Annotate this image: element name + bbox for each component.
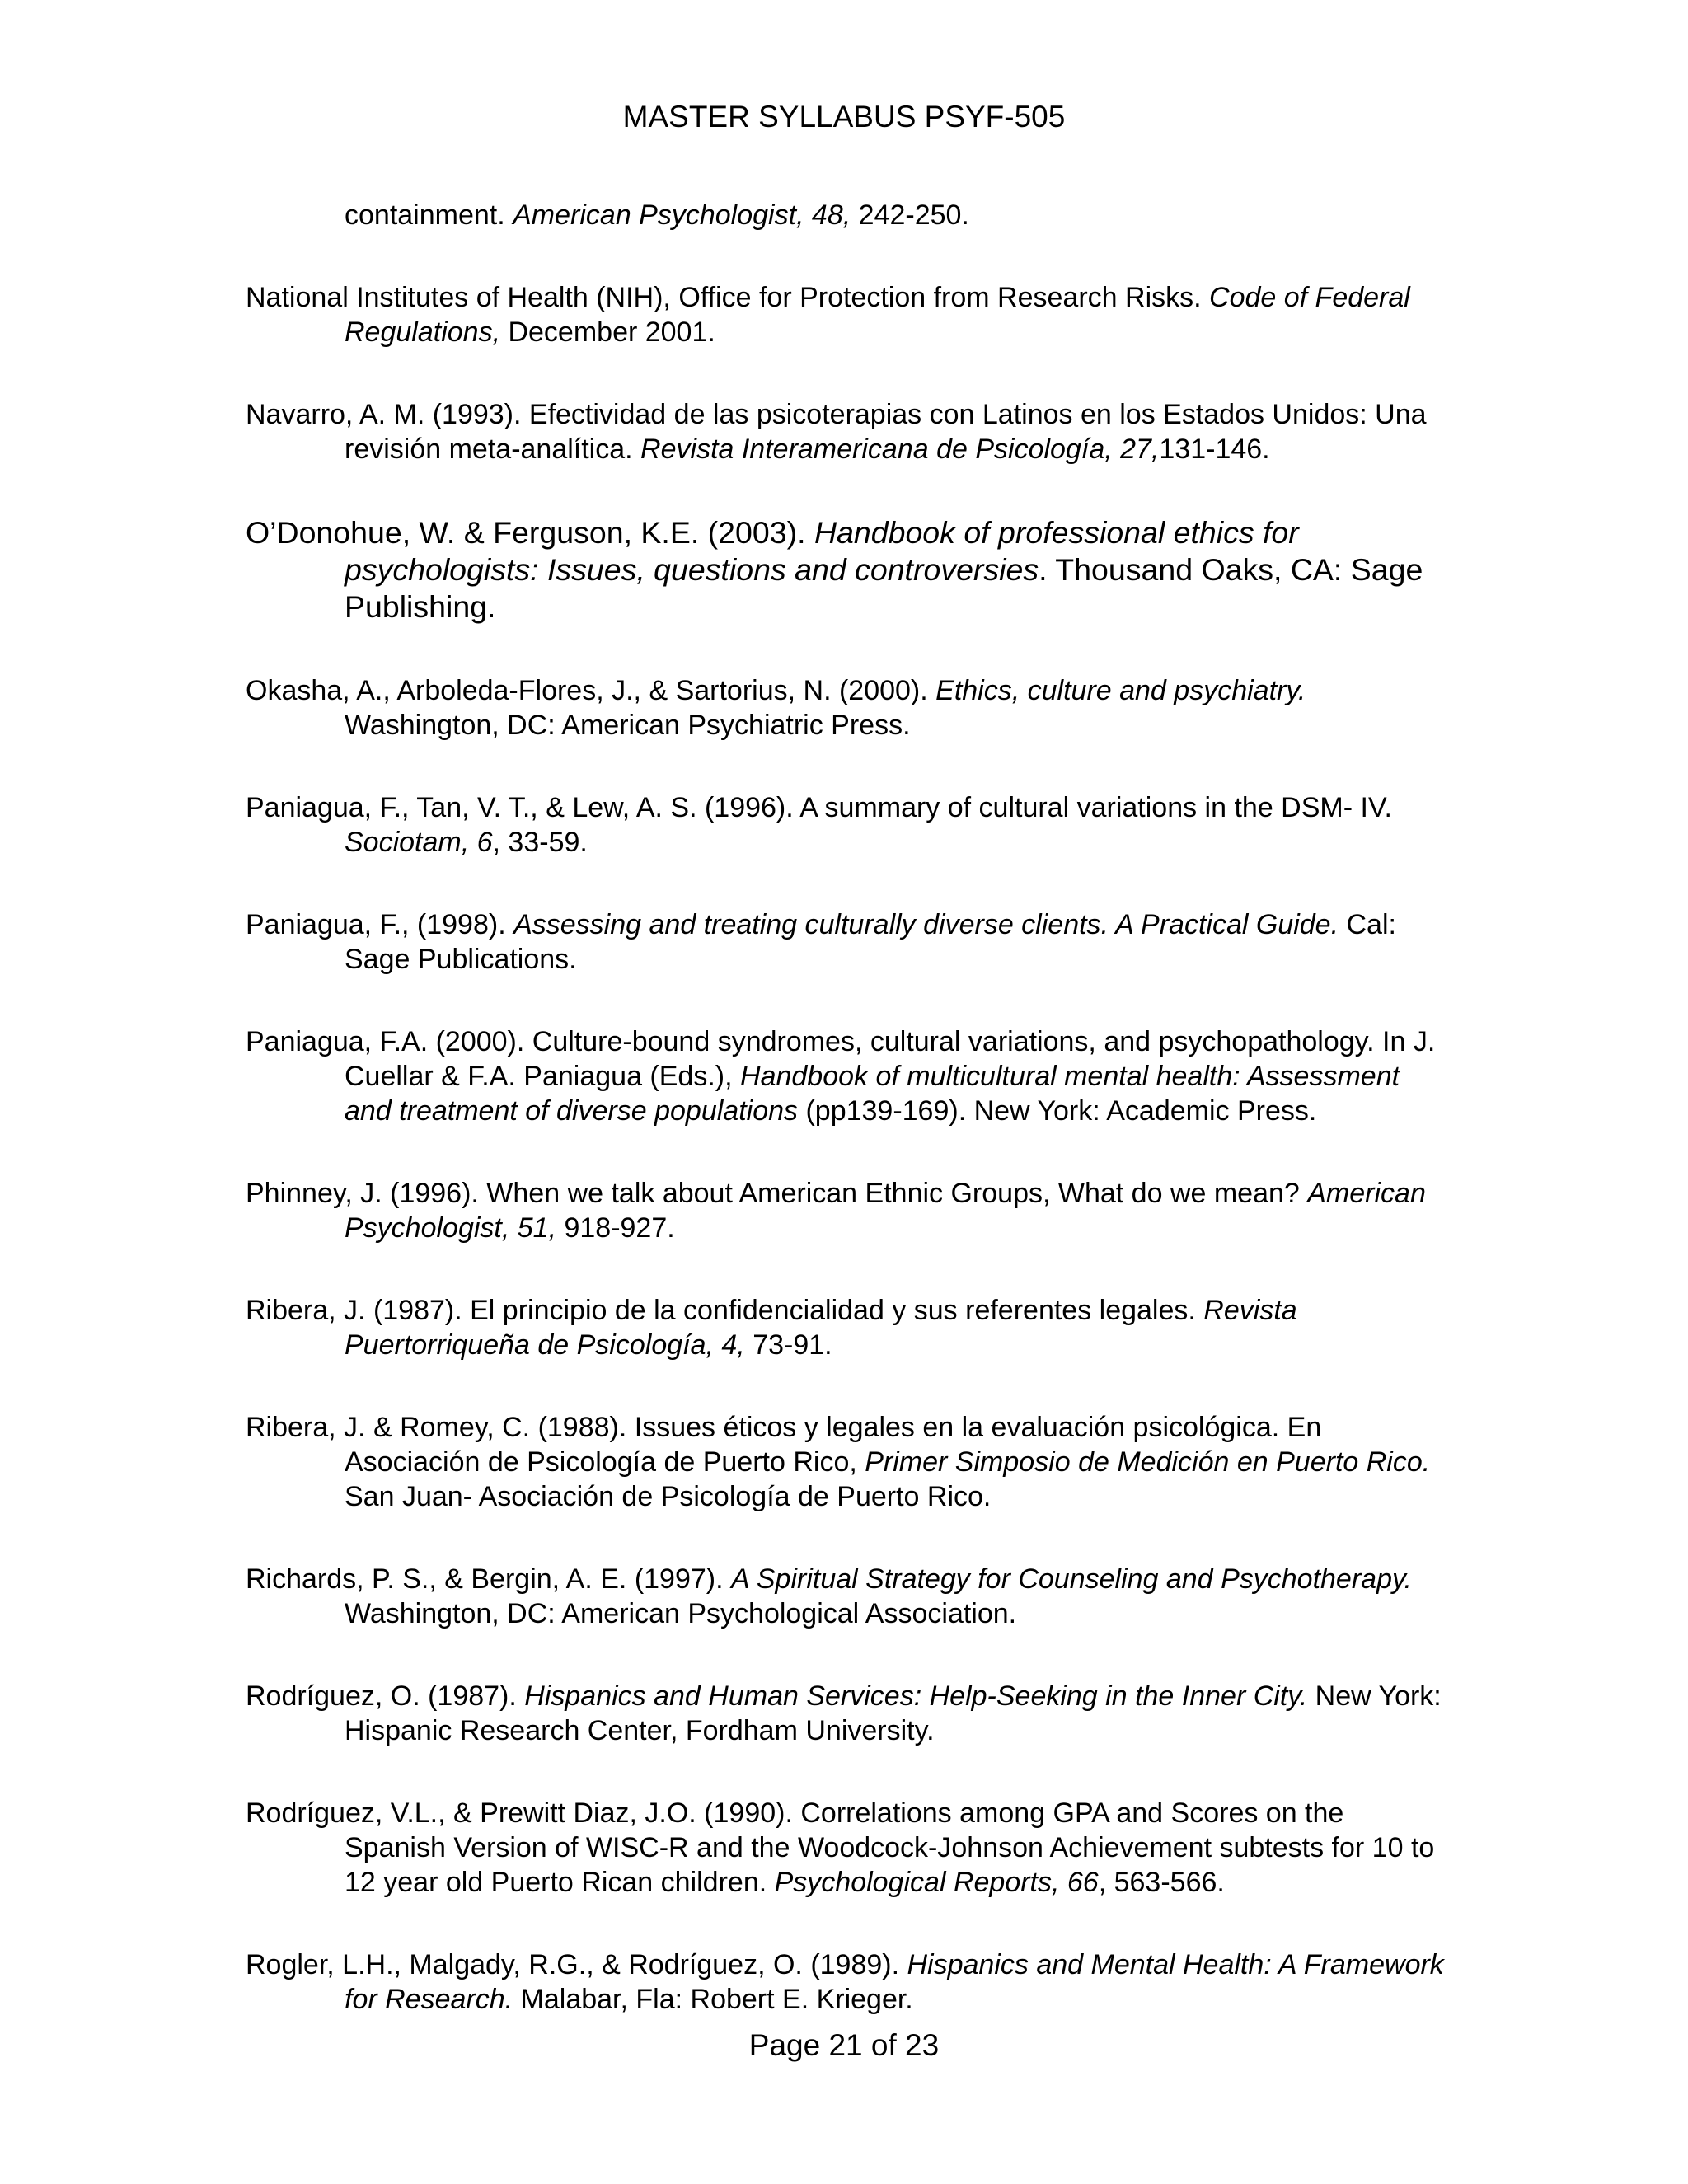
reference-entry (246, 1796, 1449, 1900)
reference-entry (246, 907, 1449, 977)
reference-text: Washington, DC: American Psychiatric Press. (345, 710, 911, 741)
reference-text: Paniagua, F., (1998). (246, 909, 514, 940)
reference-text: Okasha, A., Arboleda-Flores, J., & Sartorius, N. (2000). (246, 675, 936, 706)
reference-text: Rogler, L.H., Malgady, R.G., & Rodríguez, O. (1989). (246, 1949, 907, 1980)
reference-text: containment. (345, 199, 513, 231)
reference-text: Cal: Sage Publications. (345, 909, 1396, 975)
reference-entry (246, 673, 1449, 743)
reference-text: Washington, DC: American Psychological Association. (345, 1598, 1017, 1629)
reference-text: , 563-566. (1098, 1867, 1225, 1898)
reference-source-title: Ethics, culture and psychiatry. (935, 675, 1306, 706)
reference-text: 73-91. (744, 1329, 832, 1361)
reference-text: 131-146. (1159, 434, 1270, 465)
reference-text: , 33-59. (492, 827, 588, 858)
reference-source-title: Hispanics and Mental Health: A Framework for Research. (345, 1949, 1444, 2015)
reference-source-title: Revista Interamericana de Psicología, 27, (640, 434, 1160, 465)
reference-source-title: Revista Puertorriqueña de Psicología, 4, (345, 1295, 1297, 1361)
reference-entry (246, 1947, 1449, 2017)
reference-source-title: Psychological Reports, 66 (774, 1867, 1099, 1898)
reference-text: Phinney, J. (1996). When we talk about American Ethnic Groups, What do we mean? (246, 1178, 1308, 1209)
reference-text: New York: Hispanic Research Center, Fordham University. (345, 1680, 1442, 1746)
reference-text: Malabar, Fla: Robert E. Krieger. (513, 1984, 913, 2015)
reference-text: December 2001. (500, 316, 715, 348)
reference-entry (246, 1410, 1449, 1514)
reference-source-title: American Psychologist, 51, (345, 1178, 1426, 1244)
reference-entry (246, 514, 1449, 626)
reference-source-title: Handbook of multicultural mental health: Assessment and treatment of diverse populations (345, 1061, 1400, 1127)
reference-text: Ribera, J. (1987). El principio de la confidencialidad y sus referentes legales. (246, 1295, 1204, 1326)
reference-entry (246, 397, 1449, 466)
reference-source-title: Hispanics and Human Services: Help-Seeking in the Inner City. (524, 1680, 1308, 1712)
reference-text: Richards, P. S., & Bergin, A. E. (1997). (246, 1563, 731, 1595)
reference-text: National Institutes of Health (NIH), Office for Protection from Research Risks. (246, 282, 1210, 313)
reference-text: 918-927. (556, 1212, 675, 1244)
reference-text: Ribera, J. & Romey, C. (1988). Issues éticos y legales en la evaluación psicológica. En Asociación de Psicología de Puerto Rico, (246, 1412, 1322, 1478)
reference-entry (246, 790, 1449, 860)
reference-entry (246, 1562, 1449, 1631)
reference-source-title: Assessing and treating culturally diverse clients. A Practical Guide. (513, 909, 1339, 940)
reference-text: O’Donohue, W. & Ferguson, K.E. (2003). (246, 515, 814, 550)
reference-text: . Thousand Oaks, CA: Sage Publishing. (345, 552, 1423, 624)
reference-text: Navarro, A. M. (1993). Efectividad de las psicoterapias con Latinos en los Estados Unidos: Una revisión meta-analítica. (246, 399, 1427, 465)
reference-source-title: American Psychologist, 48, (513, 199, 851, 231)
reference-list (246, 198, 1449, 2064)
reference-entry (246, 1176, 1449, 1245)
page-number: Page 21 of 23 (748, 2028, 940, 2062)
reference-text: Paniagua, F., Tan, V. T., & Lew, A. S. (1996). A summary of cultural variations in the DSM- IV. (246, 792, 1392, 823)
reference-text: 242-250. (851, 199, 969, 231)
reference-source-title: Sociotam, 6 (345, 827, 493, 858)
reference-source-title: A Spiritual Strategy for Counseling and Psychotherapy. (731, 1563, 1412, 1595)
page-header: MASTER SYLLABUS PSYF-505 (622, 100, 1066, 134)
reference-text: (pp139-169). New York: Academic Press. (798, 1095, 1317, 1127)
reference-entry (246, 1293, 1449, 1362)
reference-text: Paniagua, F.A. (2000). Culture-bound syndromes, cultural variations, and psychopathology. In J. Cuellar & F.A. Paniagua (Eds.), (246, 1026, 1436, 1092)
reference-source-title: Handbook of professional ethics for psychologists: Issues, questions and controversies (345, 515, 1299, 587)
reference-entry (246, 1024, 1449, 1128)
reference-entry (246, 198, 1449, 232)
reference-text: Rodríguez, O. (1987). (246, 1680, 525, 1712)
reference-text: San Juan- Asociación de Psicología de Puerto Rico. (345, 1481, 992, 1512)
reference-text: Rodríguez, V.L., & Prewitt Diaz, J.O. (1990). Correlations among GPA and Scores on the Spanish Version of WISC-R and the Woodcock-Johnson Achievement subtests for 10 to 12 year old Puerto Rican children. (246, 1797, 1435, 1898)
reference-entry (246, 280, 1449, 349)
reference-source-title: Code of Federal Regulations, (345, 282, 1410, 348)
reference-source-title: Primer Simposio de Medición en Puerto Rico. (865, 1446, 1431, 1478)
reference-entry (246, 1679, 1449, 1748)
